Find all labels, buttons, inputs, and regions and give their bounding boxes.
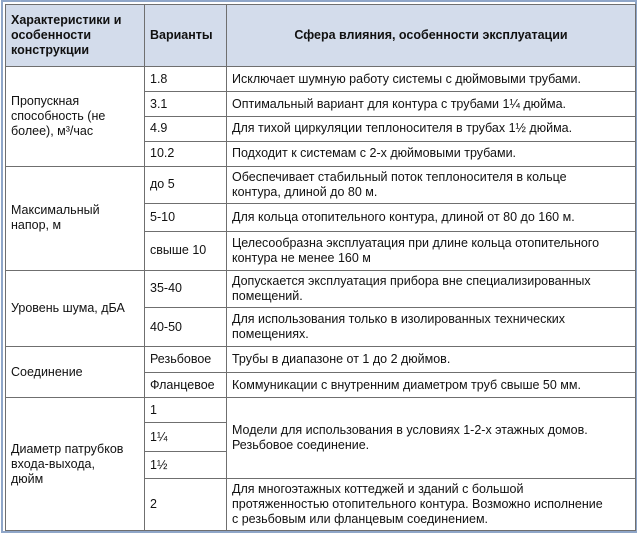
desc-cell: Оптимальный вариант для контура с трубами 1¼ дюйма. bbox=[227, 92, 636, 117]
desc-cell: Для многоэтажных коттеджей и зданий с большой протяженностью отопительного контура. Возможно исполнение с резьбовым или фланцевым соединением. bbox=[227, 479, 636, 531]
desc-cell: Исключает шумную работу системы с дюймовыми трубами. bbox=[227, 67, 636, 92]
variant-cell: 3.1 bbox=[145, 92, 227, 117]
variant-cell: 5-10 bbox=[145, 204, 227, 232]
variant-cell: 4.9 bbox=[145, 117, 227, 142]
variant-cell: 10.2 bbox=[145, 141, 227, 166]
group-label-noise: Уровень шума, дБА bbox=[6, 270, 145, 347]
table-row bbox=[6, 347, 636, 373]
variant-cell: 1¼ bbox=[145, 422, 227, 451]
header-variants: Варианты bbox=[145, 5, 227, 67]
variant-cell: свыше 10 bbox=[145, 232, 227, 270]
characteristics-table bbox=[5, 4, 636, 531]
variant-cell: 1 bbox=[145, 398, 227, 423]
desc-cell: Целесообразна эксплуатация при длине кольца отопительного контура не менее 160 м bbox=[227, 232, 636, 270]
variant-cell: 40-50 bbox=[145, 307, 227, 346]
desc-cell: Обеспечивает стабильный поток теплоносителя в кольце контура, длиной до 80 м. bbox=[227, 166, 636, 203]
group-label-diameter: Диаметр патрубков входа-выхода, дюйм bbox=[6, 398, 145, 531]
desc-cell: Коммуникации с внутренним диаметром труб свыше 50 мм. bbox=[227, 373, 636, 398]
table-row bbox=[6, 166, 636, 203]
variant-cell: Фланцевое bbox=[145, 373, 227, 398]
desc-cell: Подходит к системам с 2-х дюймовыми трубами. bbox=[227, 141, 636, 166]
table-header-row bbox=[6, 5, 636, 67]
variant-cell: Резьбовое bbox=[145, 347, 227, 373]
variant-cell: 1.8 bbox=[145, 67, 227, 92]
desc-cell: Для использования только в изолированных технических помещениях. bbox=[227, 307, 636, 346]
table-frame bbox=[1, 0, 637, 533]
header-scope: Сфера влияния, особенности эксплуатации bbox=[227, 5, 636, 67]
group-label-capacity: Пропускная способность (не более), м³/час bbox=[6, 67, 145, 167]
table-row bbox=[6, 398, 636, 423]
table-row bbox=[6, 67, 636, 92]
variant-cell: до 5 bbox=[145, 166, 227, 203]
desc-cell: Трубы в диапазоне от 1 до 2 дюймов. bbox=[227, 347, 636, 373]
group-label-connection: Соединение bbox=[6, 347, 145, 398]
table-row bbox=[6, 270, 636, 307]
desc-cell: Для тихой циркуляции теплоносителя в трубах 1½ дюйма. bbox=[227, 117, 636, 142]
desc-cell: Модели для использования в условиях 1-2-х этажных домов. Резьбовое соединение. bbox=[227, 398, 636, 479]
desc-cell: Допускается эксплуатация прибора вне специализированных помещений. bbox=[227, 270, 636, 307]
variant-cell: 1½ bbox=[145, 452, 227, 479]
variant-cell: 35-40 bbox=[145, 270, 227, 307]
header-characteristics: Характеристики и особенности конструкции bbox=[6, 5, 145, 67]
variant-cell: 2 bbox=[145, 479, 227, 531]
group-label-pressure: Максимальный напор, м bbox=[6, 166, 145, 270]
desc-cell: Для кольца отопительного контура, длиной от 80 до 160 м. bbox=[227, 204, 636, 232]
